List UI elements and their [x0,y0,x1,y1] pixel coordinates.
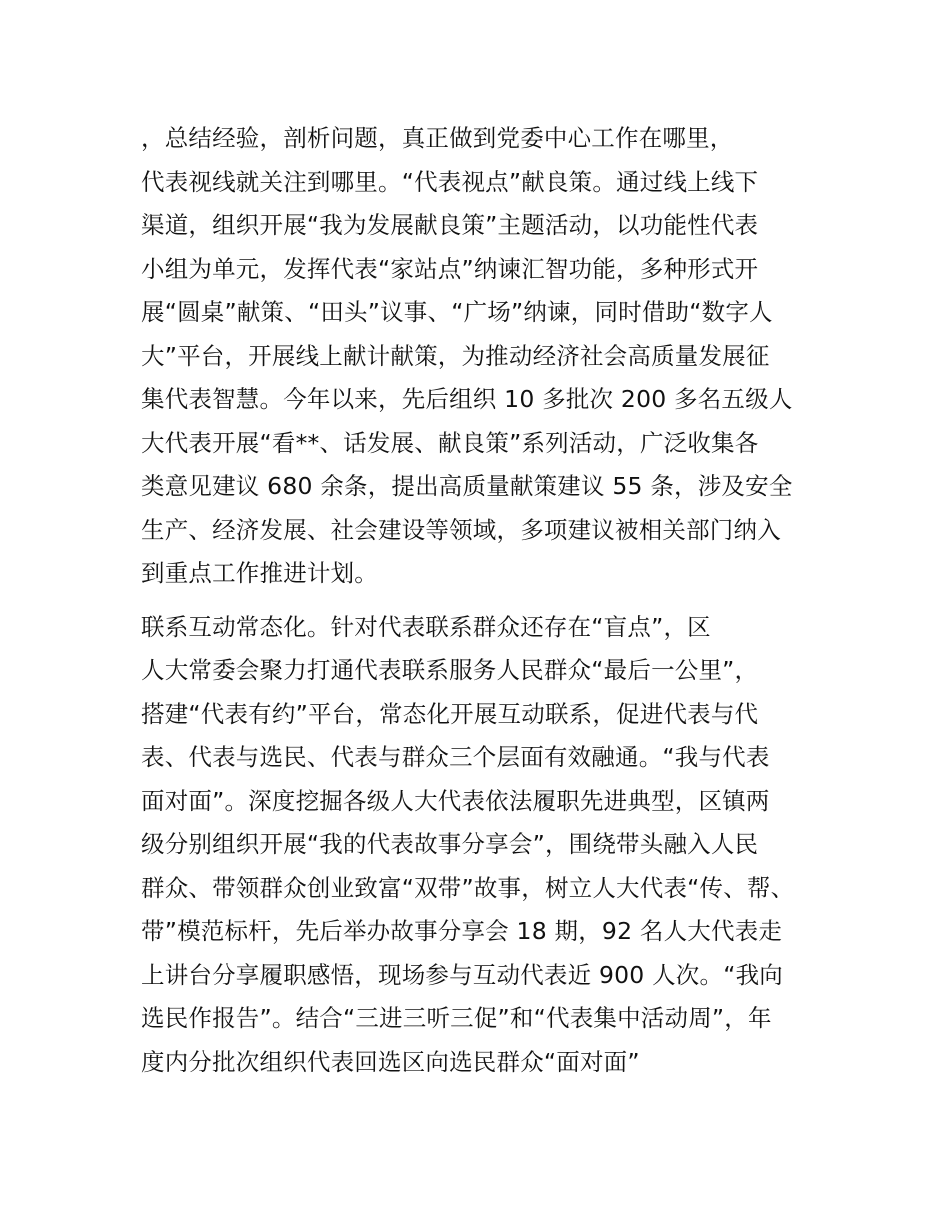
text-line: 展“圆桌”献策、“田头”议事、“广场”纳谏，同时借助“数字人 [141,298,773,326]
text-line: 搭建“代表有约”平台，常态化开展互动联系，促进代表与代 [141,700,759,728]
text-line: 带”模范标杆，先后举办故事分享会 18 期，92 名人大代表走 [141,917,783,945]
text-line: 面对面”。深度挖掘各级人大代表依法履职先进典型，区镇两 [141,787,770,815]
text-line: 大代表开展“看**、话发展、献良策”系列活动，广泛收集各 [141,429,759,457]
text-line: 联系互动常态化。针对代表联系群众还存在“盲点”，区 [141,613,711,641]
text-line: 生产、经济发展、社会建设等领域，多项建议被相关部门纳入 [141,516,781,544]
text-line: 小组为单元，发挥代表“家站点”纳谏汇智功能，多种形式开 [141,255,759,283]
text-line: 代表视线就关注到哪里。“代表视点”献良策。通过线上线下 [141,168,759,196]
text-line: 到重点工作推进计划。 [141,559,378,587]
text-line: 人大常委会聚力打通代表联系服务人民群众“最后一公里”， [141,656,759,684]
text-line: 集代表智慧。今年以来，先后组织 10 多批次 200 多名五级人 [141,385,793,413]
text-line: 级分别组织开展“我的代表故事分享会”，围绕带头融入人民 [141,830,759,858]
text-line: 类意见建议 680 余条，提出高质量献策建议 55 条，涉及安全 [141,472,793,500]
text-line: 选民作报告”。结合“三进三听三促”和“代表集中活动周”，年 [141,1004,772,1032]
text-line: 群众、带领群众创业致富“双带”故事，树立人大代表“传、帮、 [141,874,795,902]
text-line: 大”平台，开展线上献计献策，为推动经济社会高质量发展征 [141,342,770,370]
text-line: 度内分批次组织代表回选区向选民群众“面对面” [141,1048,640,1076]
text-line: 表、代表与选民、代表与群众三个层面有效融通。“我与代表 [141,743,770,771]
text-line: 上讲台分享履职感悟，现场参与互动代表近 900 人次。“我向 [141,961,783,989]
text-line: 渠道，组织开展“我为发展献良策”主题活动，以功能性代表 [141,211,759,239]
text-line: ，总结经验，剖析问题，真正做到党委中心工作在哪里， [141,124,734,152]
